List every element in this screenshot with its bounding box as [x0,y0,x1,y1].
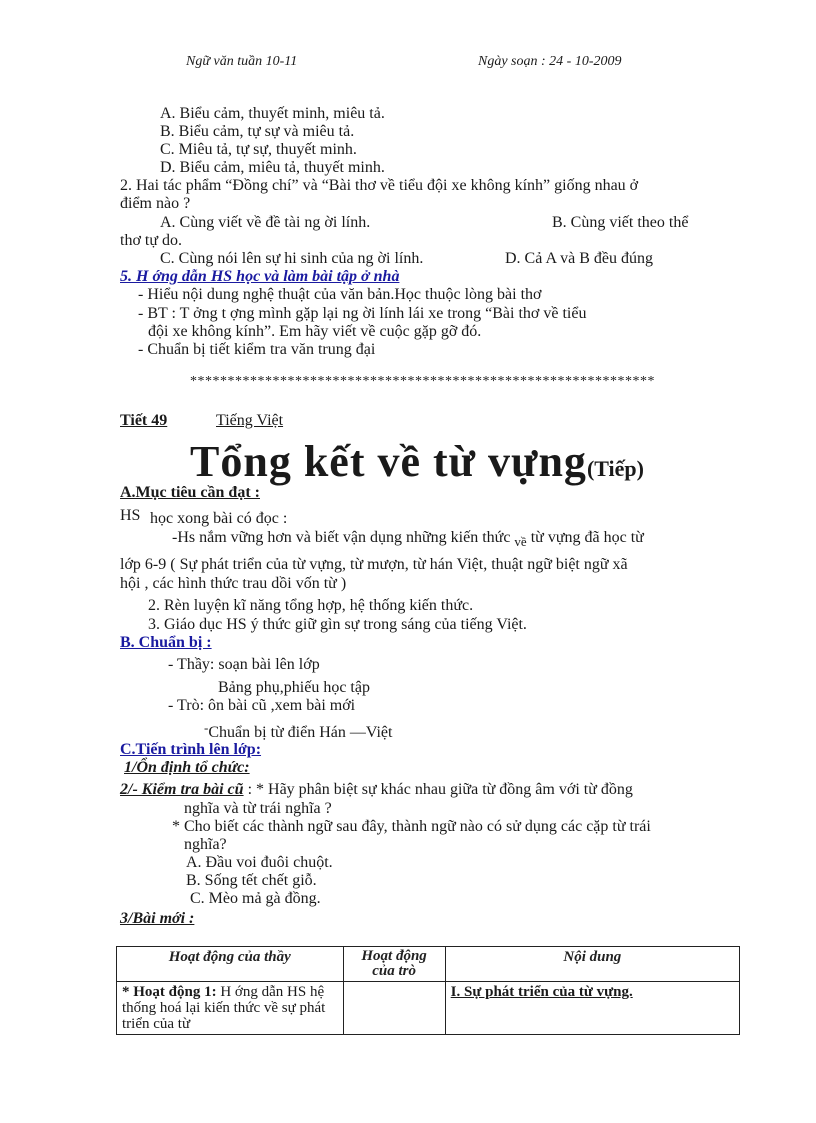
section-c-heading: C.Tiến trình lên lớp: [120,741,262,758]
q1-option-c: C. Miêu tả, tự sự, thuyết minh. [160,141,357,158]
table-header-content: Nội dung [445,947,739,982]
section-a-paragraph: hội , các hình thức trau dồi vốn từ ) [120,575,347,592]
lesson-period: Tiết 49 [120,412,168,429]
section-b-teacher: - Thầy: soạn bài lên lớp [168,656,320,673]
table-header-student: Hoạt động của trò [343,947,445,982]
section-a-paragraph [172,529,644,547]
homework-item: - BT : T ởng t ợng mình gặp lại ng ời lính lái xe trong “Bài thơ về tiểu [138,305,587,322]
section-c-step3: 3/Bài mới : [120,910,195,927]
table-row [117,982,740,1035]
table-cell-content: I. Sự phát triển của từ vựng. [445,982,739,1035]
title-main: Tổng kết về từ vựng [190,437,587,486]
lesson-plan-table [116,946,740,1035]
section-a-item: 2. Rèn luyện kĩ năng tổng hợp, hệ thống kiến thức. [148,597,474,614]
q2-text-cont: điểm nào ? [120,195,191,212]
section-a-paragraph: lớp 6-9 ( Sự phát triển của từ vựng, từ mượn, từ hán Việt, thuật ngữ biệt ngữ xã [120,556,628,573]
idiom-option-c: C. Mèo mả gà đồng. [190,890,321,907]
q2-option-b: B. Cùng viết theo thể [552,214,689,231]
table-cell-student [343,982,445,1035]
section-b-student2-text: Chuẩn bị từ điển Hán —Việt [208,724,393,741]
section-a-item: 3. Giáo dục HS ý thức giữ gìn sự trong sáng của tiếng Việt. [148,616,527,633]
q1-option-d: D. Biểu cảm, miêu tả, thuyết minh. [160,159,385,176]
idiom-option-a: A. Đầu voi đuôi chuột. [186,854,333,871]
q2-option-c: C. Cùng nói lên sự hi sinh của ng ời lính. [160,250,424,267]
section-a-intro: học xong bài có đọc : [150,510,288,527]
lesson-subject: Tiếng Việt [216,412,284,429]
section-b-heading: B. Chuẩn bị : [120,634,212,651]
section-a-p1: -Hs nắm vững hơn và biết vận dụng những kiến thức [172,529,511,546]
q1-option-b: B. Biểu cảm, tự sự và miêu tả. [160,123,355,140]
section-c-step1: 1/Ổn định tổ chức: [124,759,250,776]
homework-item: đội xe không kính”. Em hãy viết về cuộc gặp gỡ đó. [148,323,482,340]
section-a-p1-end: từ vựng đã học từ [530,529,644,546]
table-header-teacher: Hoạt động của thầy [117,947,344,982]
q2-option-d: D. Cả A và B đều đúng [505,250,653,267]
q2-option-b-cont: thơ tự do. [120,232,183,249]
homework-heading: 5. H ớng dẫn HS học và làm bài tập ở nhà [120,268,400,285]
homework-item: - Chuẩn bị tiết kiểm tra văn trung đại [138,341,376,358]
table-cell-teacher [117,982,344,1035]
section-b-teacher-materials: Bảng phụ,phiếu học tập [218,679,370,696]
review-question-2: * Cho biết các thành ngữ sau đây, thành ngữ nào có sử dụng các cặp từ trái [172,818,651,835]
table-header-row [117,947,740,982]
activity-text: H ớng dẫn HS hệ thống hoá lại kiến thức về sự phát triển của từ [122,984,326,1032]
review-question-2-cont: nghĩa? [184,836,227,853]
review-question-1-cont: nghĩa và từ trái nghĩa ? [184,800,332,817]
section-c-step2-colon: : [247,781,253,798]
separator-line: ************************************************************** [190,374,655,389]
page-title [190,436,644,487]
section-b-student-materials [204,720,393,742]
q2-option-a: A. Cùng viết về đề tài ng ời lính. [160,214,371,231]
homework-item: - Hiểu nội dung nghệ thuật của văn bản.Học thuộc lòng bài thơ [138,286,542,303]
section-a-intro-hs: HS [120,507,141,524]
review-question-1: * Hãy phân biệt sự khác nhau giữa từ đồng âm với từ đồng [256,781,633,798]
q2-text: 2. Hai tác phẩm “Đồng chí” và “Bài thơ về tiểu đội xe không kính” giống nhau ở [120,177,639,194]
header-left: Ngữ văn tuần 10-11 [186,54,298,69]
section-c-step2 [120,781,633,799]
header-right: Ngày soạn : 24 - 10-2009 [478,54,622,69]
section-b-student: - Trò: ôn bài cũ ,xem bài mới [168,697,356,714]
q1-option-a: A. Biểu cảm, thuyết minh, miêu tả. [160,105,385,122]
title-suffix: (Tiếp) [586,456,644,481]
section-c-step2-label: 2/- Kiểm tra bài cũ [120,781,244,798]
section-a-p1-ve: về [514,534,527,549]
section-a-heading: A.Mục tiêu cần đạt : [120,484,260,501]
dash-mark: - [204,720,209,735]
idiom-option-b: B. Sống tết chết giỗ. [186,872,317,889]
activity-label: * Hoạt động 1: [122,984,217,1000]
